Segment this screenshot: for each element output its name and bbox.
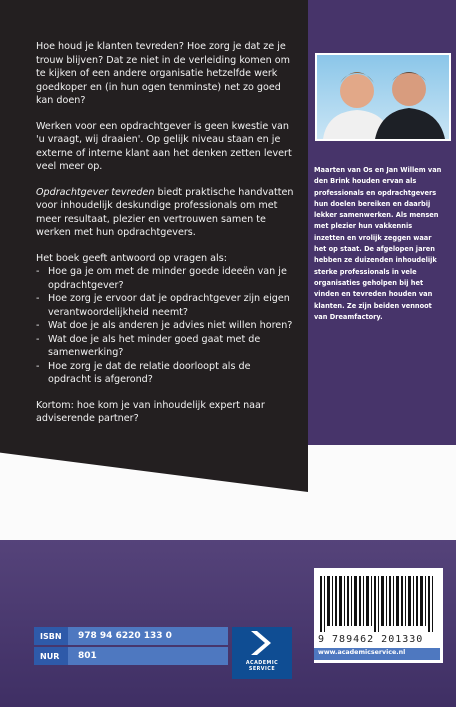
blurb-paragraph: Hoe houd je klanten tevreden? Hoe zorg je dat ze je trouw blijven? Dat ze niet in de verleiding komen om te kijken of een andere organisatie hetzelfde werk goedkoper en (in hun ogen tenminste) net zo goed kan doen? [36,41,290,106]
list-item: - Hoe zorg je dat de relatie doorloopt als de opdracht is afgerond? [46,360,294,387]
back-cover-blurb [36,40,294,438]
list-intro: Het boek geeft antwoord op vragen als: [36,252,227,264]
nur-row [34,647,228,665]
barcode-digits: 9 789462 201330 [318,634,424,645]
nur-label: NUR [34,647,68,665]
publisher-logo [232,627,292,679]
isbn-row [34,627,228,645]
blurb-paragraph: Werken voor een opdrachtgever is geen kwestie van 'u vraagt, wij draaien'. Op gelijk niveau staan en je externe of interne klant aan het denken zetten levert veel meer op. [36,120,292,172]
list-item: - Hoe zorg je ervoor dat je opdrachtgever zijn eigen verantwoordelijkheid neemt? [46,292,294,319]
blurb-paragraph: Opdrachtgever tevreden biedt praktische handvatten voor inhoudelijk deskundige professionals om met meer resultaat, plezier en vertrouwen samen te werken met hun opdrachtgevers. [36,186,294,238]
list-item: - Wat doe je als anderen je advies niet willen horen? [46,319,294,333]
author-photo [315,53,451,141]
isbn-label: ISBN [34,627,68,645]
publisher-url: www.academicservice.nl [318,649,406,656]
barcode-icon [314,568,443,632]
list-item: - Hoe ga je om met de minder goede ideeën van je opdrachtgever? [46,265,294,292]
chevron-logo-icon [245,627,279,659]
nur-value: 801 [78,651,97,661]
question-list [36,265,294,387]
isbn-value: 978 94 6220 133 0 [78,631,172,641]
publisher-name: ACADEMIC SERVICE [245,661,279,672]
list-item: - Wat doe je als het minder goed gaat met de samenwerking? [46,333,294,360]
blurb-closing: Kortom: hoe kom je van inhoudelijk expert naar adviserende partner? [36,399,265,424]
book-title-inline: Opdrachtgever tevreden [36,186,155,198]
author-bio: Maarten van Os en Jan Willem van den Brink houden ervan als professionals en opdrachtgevers hun doelen bereiken en daarbij lekker samenwerken. Als mensen met plezier hun vakkennis inzetten en vrolijk zeggen waar het op staat. De afgelopen jaren hebben ze duizenden inhoudelijk sterke professionals in vele organisaties geholpen bij het vinden en tevreden houden van klanten. Ze zijn beiden vennoot van Dreamfactory. [314,166,442,321]
